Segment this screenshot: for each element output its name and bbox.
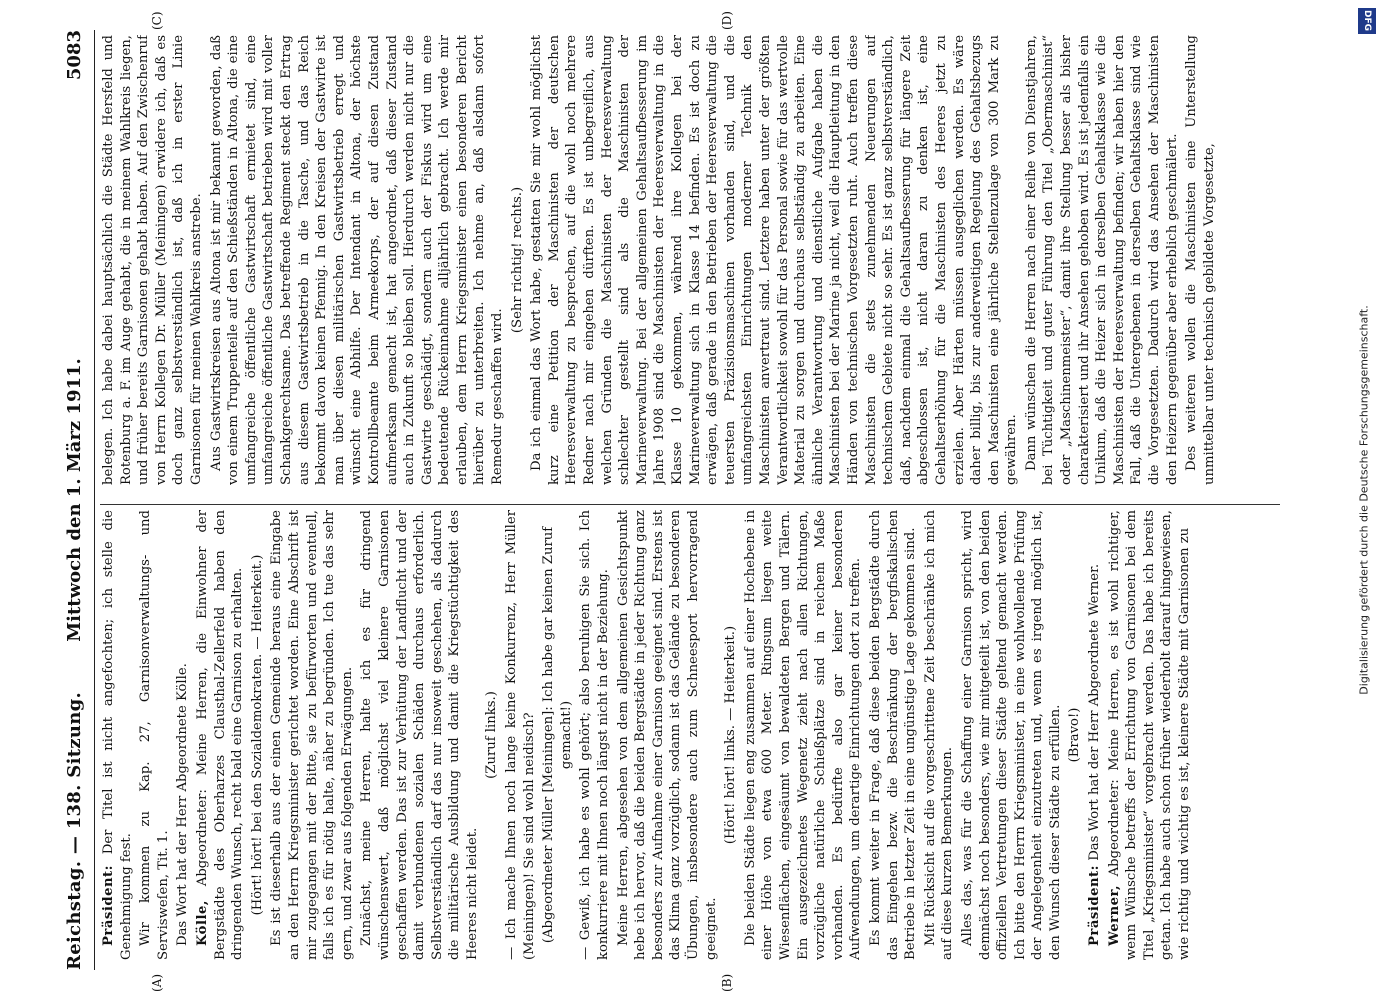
paragraph (742, 510, 865, 960)
paragraph-text: Abgeordneter: Meine Herren, es ist wohl richtiger, wenn Wünsche betreffs der Errichtung von Garnisonen bei dem Titel „Kriegsminister“ vorgebracht werden. Das habe ich bereits getan. Ich habe auch schon früher wiederholt darauf hingewiesen, wie richtig und wichtig es ist, kleinere Städte mit Garnisonen zu (1106, 510, 1193, 960)
paragraph (922, 510, 957, 960)
paragraph-text: Mit Rücksicht auf die vorgeschrittene Zeit beschränke ich mich auf diese kurzen Bemerkungen. (922, 510, 956, 960)
paragraph (268, 510, 356, 960)
paragraph-text: Wir kommen zu Kap. 27, Garnisonverwaltungs- und Servisweſen, Tit. 1. (138, 510, 171, 960)
paragraph-text: Es ist dieserhalb aus der einen Gemeinde heraus eine Eingabe an den Herrn Kriegsminister gerichtet worden. Eine Abschrift ist mir zugegangen mit der Bitte, sie zu befürworten und eventuell, falls ich es für nötig halte, näher zu begründen. Ich tue das sehr gern, und zwar aus folgenden Erwägungen. (269, 510, 355, 960)
speaker-name: Präsident: (1087, 864, 1103, 946)
right-column (100, 35, 1280, 485)
paragraph (194, 510, 247, 960)
paragraph-text: Zunächst, meine Herren, halte ich es für dringend wünschenswert, daß möglichst viel kleinere Garnisonen geschaffen werden. Das ist zur Verhütung der Landflucht und der damit verbundenen sozialen Schäden durchaus erforderlich. Selbstverständlich darf das nur insoweit geschehen, als dadurch die militärische Ausbildung und damit die Kriegstüchtigkeit des Heeres nicht leidet. (359, 510, 480, 960)
paragraph-text: Die beiden Städte liegen eng zusammen auf einer Hochebene in einer Höhe von etwa 600 Meter. Ringsum liegen weite Wiesenflächen, eingesäumt von bewaldeten Bergen und Tälern. Ein ausgezeichnetes Wegenetz zieht nach allen Richtungen, vorzügliche natürliche Schießplätze sind in reichem Maße vorhanden. Es bedürfte also gar keiner besonderen Aufwendungen, um derartige Einrichtungen dort zu treffen. (742, 510, 864, 960)
speaker-name: Kölle, (194, 900, 210, 946)
paragraph (1106, 510, 1194, 960)
paragraph (1066, 510, 1084, 960)
paragraph (249, 510, 267, 960)
paragraph (503, 510, 538, 960)
paragraph-text: — Ich mache Ihnen noch lange keine Konkurrenz, Herr Müller (Meiningen)! Sie sind wohl neidisch? (504, 510, 537, 960)
paragraph (208, 35, 507, 485)
page-number: 5083 (64, 30, 85, 81)
paragraph (100, 35, 206, 485)
left-column (100, 510, 1280, 960)
paragraph-text: Der Titel ist nicht angefochten; ich stelle die Genehmigung fest. (101, 510, 134, 960)
paragraph-text: — Gewiß, ich habe es wohl gehört; also beruhigen Sie sich. Ich konkurriere mit Ihnen noch längst nicht in der Beziehung. (578, 510, 612, 960)
paragraph (1023, 35, 1181, 485)
paragraph-text: (Hört! hört! bei den Sozialdemokraten. — Heiterkeit.) (249, 554, 265, 916)
paragraph (867, 510, 920, 960)
paragraph (1086, 510, 1104, 960)
paragraph-text: (Sehr richtig! rechts.) (509, 186, 525, 334)
paragraph-text: (Abgeordneter Müller [Meiningen]: Ich habe gar keinen Zuruf gemacht!) (541, 526, 574, 944)
margin-marker-d: (D) (720, 11, 734, 30)
paragraph-text: Dann wünschen die Herren nach einer Reihe von Dienstjahren, bei Tüchtigkeit und guter Führung den Titel „Obermaschinist“ oder „Maschinenmeister“, damit ihre Stellung besser als bisher charakterisiert und ihr Ansehen gehoben wird. Es ist jedenfalls ein Unikum, daß die Heizer sich in derselben Gehaltsklasse wie die Maschinisten der Heeresverwaltung befinden; wir haben hier den Fall, daß die Untergebenen in derselben Gehaltsklasse sind wie die Vorgesetzten. Dadurch wird das Ansehen der Maschinisten den Heizern gegenüber aber erheblich geschmälert. (1023, 35, 1180, 485)
paragraph-text: Das Wort hat der Herr Abgeordnete Werner. (1087, 563, 1103, 861)
paragraph (509, 35, 527, 485)
header-rule (94, 30, 95, 970)
credit-sidebar (1352, 10, 1376, 990)
paragraph-text: Aus Gastwirtskreisen aus Altona ist mir bekannt geworden, daß von einem Truppenteile auf den Schießständen in Altona, die eine umfangreiche öffentliche Gastwirtschaft ermietet sind, eine umfangreiche öffentliche Gastwirtschaft betrieben wird mit voller Schankgerechtsame. Das betreffende Regiment steckt den Ertrag aus diesem Gastwirtsbetrieb in die Tasche, und das Reich bekommt davon keinen Pfennig. In den Kreisen der Gastwirte ist man über diesen militärischen Gastwirtsbetrieb erregt und wünscht eine Abhilfe. Der Intendant in Altona, der höchste Kontrollbeamte beim Armeekorps, der auf diesen Zustand aufmerksam gemacht ist, hat angeordnet, daß dieser Zustand auch in Zukunft so bleiben soll. Hierdurch werden nicht nur die Gastwirte geschädigt, sondern auch der Fiskus wird um eine bedeutende Rückeinnahme alljährlich gebracht. Ich werde mir erlauben, dem Herrn Kriegsminister einen besonderen Bericht hierüber zu unterbreiten. Ich nehme an, daß alsdann sofort Remedur geschaffen wird. (208, 35, 506, 485)
running-head: Reichstag. — 138. Sitzung. (64, 691, 85, 970)
paragraph (1183, 35, 1218, 485)
margin-marker-a: (A) (150, 973, 164, 992)
paragraph-text: (Bravo!) (1067, 707, 1083, 763)
paragraph (959, 510, 1065, 960)
paragraph-text: Meine Herren, abgesehen von dem allgemeinen Gesichtspunkt hebe ich hervor, daß die beiden Bergstädte in jeder Richtung ganz besonders zur Aufnahme einer Garnison geeignet sind. Erstens ist das Klima ganz vorzüglich, sodann ist das Gelände zu besonderen Übungen, insbesondere auch zum Schneesport hervorragend geeignet. (615, 510, 719, 960)
dfg-logo: DFG (1358, 8, 1376, 34)
paragraph (722, 510, 740, 960)
paragraph-text: Es kommt weiter in Frage, daß diese beiden Bergstädte durch das Eingehen bezw. die Beschränkung der bergfiskalischen Betriebe in letzter Zeit in eine ungünstige Lage gekommen sind. (867, 510, 919, 960)
paragraph (358, 510, 481, 960)
margin-marker-b: (B) (720, 973, 734, 992)
paragraph-text: (Hört! hört! links. — Heiterkeit.) (723, 625, 739, 845)
session-date: Mittwoch den 1. März 1911. (64, 358, 85, 642)
paragraph-text: (Zuruf links.) (484, 691, 500, 779)
funding-credit: Digitalisierung gefördert durch die Deutsche Forschungsgemeinschaft. (1357, 305, 1371, 695)
paragraph-text: Das Wort hat der Herr Abgeordnete Kölle. (175, 663, 191, 946)
speaker-name: Präsident: (101, 864, 116, 946)
paragraph-text: Alles das, was für die Schaffung einer Garnison spricht, wird demnächst noch besonders, wie mir mitgeteilt ist, von den beiden offiziellen Vertretungen dieser Städte geltend gemacht werden. Ich bitte den Herrn Kriegsminister, in eine wohlwollende Prüfung der Angelegenheit einzutreten und, wenn es irgend möglich ist, den Wunsch dieser Städte zu erfüllen. (959, 510, 1063, 960)
margin-marker-c: (C) (150, 11, 164, 30)
paragraph (483, 510, 501, 960)
paragraph-text: Abgeordneter: Meine Herren, die Einwohner der Bergstädte des Oberharzes Clausthal-Zellerfeld haben den dringenden Wunsch, recht bald eine Garnison zu erhalten. (194, 510, 246, 960)
column-divider (100, 504, 1280, 505)
paragraph (528, 35, 1021, 485)
page-header (60, 30, 90, 970)
paragraph (577, 510, 612, 960)
paragraph (137, 510, 172, 960)
paragraph (540, 510, 575, 960)
speaker-name: Werner, (1106, 884, 1122, 946)
paragraph (174, 510, 192, 960)
paragraph (615, 510, 721, 960)
paragraph (100, 510, 135, 960)
paragraph-text: Da ich einmal das Wort habe, gestatten Sie mir wohl möglichst kurz eine Petition der Maschinisten der deutschen Heeresverwaltung zu besprechen, auf die wohl noch mehrere Redner nach mir eingehen dürften. Es ist unbegreiflich, aus welchen Gründen die Maschinisten der Heeresverwaltung schlechter gestellt sind als die Maschinisten der Marineverwaltung. Bei der allgemeinen Gehaltsaufbesserung im Jahre 1908 sind die Maschinisten der Heeresverwaltung in die Klasse 10 gekommen, während ihre Kollegen bei der Marineverwaltung sich in Klasse 14 befinden. Es ist doch zu erwägen, daß gerade in den Betrieben der Heeresverwaltung die teuersten Präzisionsmaschinen vorhanden sind, und die umfangreichsten Einrichtungen moderner Technik den Maschinisten anvertraut sind. Letztere haben unter der größten Verantwortlichkeit sowohl für das Personal sowie für das wertvolle Material zu sorgen und durchaus selbständig zu arbeiten. Eine ähnliche Verantwortung und dienstliche Aufgabe haben die Maschinisten bei der Marine ja nicht, weil die Hauptleitung in den Händen von technischen Vorgesetzten ruht. Auch treffen diese Maschinisten die stets zunehmenden Neuerungen auf technischem Gebiete nicht so sehr. Es ist ganz selbstverständlich, daß, nachdem einmal die Gehaltsaufbesserung für längere Zeit abgeschlossen ist, nicht daran zu denken ist, eine Gehaltserhöhung für die Maschinisten des Heeres jetzt zu erzielen. Aber Härten müssen ausgeglichen werden. Es wäre daher billig, bis zur anderweitigen Regelung des Gehaltsbezugs den Maschinisten eine jährliche Stellenzulage von 300 Mark zu gewähren. (529, 35, 1020, 485)
paragraph-text: belegen. Ich habe dabei hauptsächlich die Städte Hersfeld und Rotenburg a. F. im Auge gehabt, die in meinem Wahlkreis liegen, und früher bereits Garnisonen gehabt haben. Auf den Zwischenruf von Herrn Kollegen Dr. Müller (Meiningen) erwidere ich, daß es doch ganz selbstverständlich ist, daß ich in erster Linie Garnisonen für meinen Wahlkreis anstrebe. (101, 35, 204, 485)
paragraph-text: Des weiteren wollen die Maschinisten eine Unterstellung unmittelbar unter technisch gebildete Vorgesetzte, (1184, 35, 1217, 485)
